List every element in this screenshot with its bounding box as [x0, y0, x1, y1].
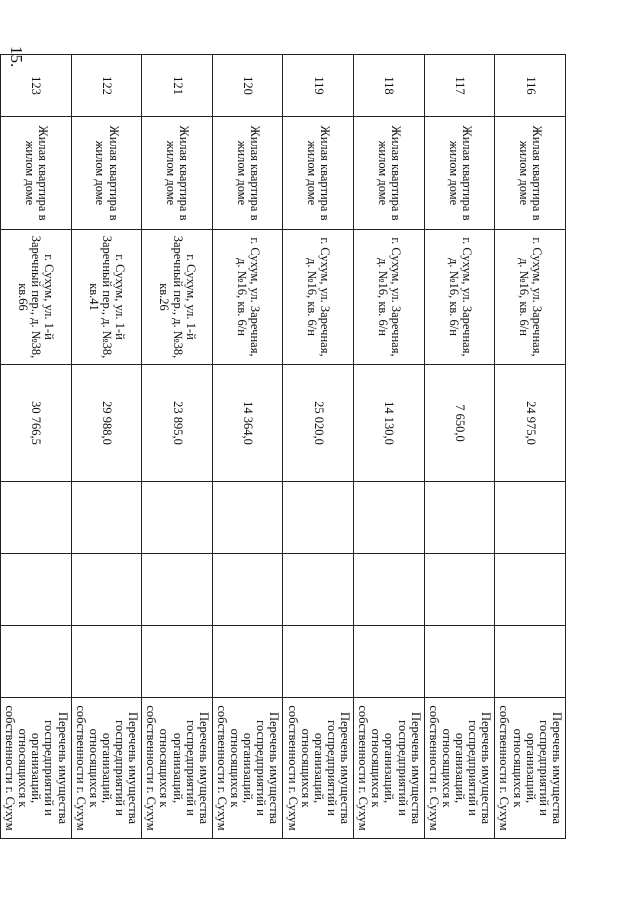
page-number: 15. — [7, 46, 26, 68]
empty-cell — [495, 554, 566, 626]
registry-note: Перечень имущества госпредприятий и организаций, относящихся к собственности г. Сухум — [495, 698, 566, 839]
empty-cell — [71, 626, 142, 698]
property-value: 7 650,0 — [424, 365, 495, 482]
registry-note: Перечень имущества госпредприятий и организаций, относящихся к собственности г. Сухум — [1, 698, 72, 839]
row-number: 122 — [71, 55, 142, 117]
property-address: г. Сухум, ул. Заречная, д. №16, кв. 6/н — [354, 230, 425, 365]
property-address: г. Сухум, ул. 1-й Заречный пер., д. №38, кв.26 — [142, 230, 213, 365]
empty-cell — [424, 554, 495, 626]
empty-cell — [71, 554, 142, 626]
property-address: г. Сухум, ул. Заречная, д. №16, кв. 6/н — [212, 230, 283, 365]
row-number: 121 — [142, 55, 213, 117]
property-value: 25 020,0 — [283, 365, 354, 482]
table-row — [71, 55, 142, 839]
property-address: г. Сухум, ул. Заречная, д. №16, кв. 6/н — [283, 230, 354, 365]
empty-cell — [0, 554, 1, 626]
registry-note: Перечень имущества госпредприятий и организаций, относящихся к собственности г. Сухум — [71, 698, 142, 839]
empty-cell — [0, 482, 1, 554]
property-type: Жилая квартира в жилом доме — [142, 117, 213, 230]
empty-cell — [424, 482, 495, 554]
empty-cell — [354, 554, 425, 626]
empty-cell — [424, 626, 495, 698]
property-value: 29 988,0 — [71, 365, 142, 482]
row-number — [0, 55, 1, 117]
property-type: Жилая квартира в жилом доме — [495, 117, 566, 230]
empty-cell — [1, 554, 72, 626]
property-type: Жилая квартира в жилом доме — [354, 117, 425, 230]
table-row — [0, 55, 1, 839]
registry-note: Перечень имущества госпредприятий и организаций, относящихся к собственности г. Сухум — [142, 698, 213, 839]
empty-cell — [1, 482, 72, 554]
property-value — [0, 365, 1, 482]
property-value: 23 895,0 — [142, 365, 213, 482]
registry-note: Перечень имущества госпредприятий и организаций, относящихся к собственности г. Сухум — [354, 698, 425, 839]
property-address: г. Сухум, ул. Заречная, д. №16, кв. 6/н — [424, 230, 495, 365]
row-number: 117 — [424, 55, 495, 117]
table-row — [212, 55, 283, 839]
property-address: г. Сухум, ул. Заречная, д. №16, кв. 6/н — [495, 230, 566, 365]
property-value: 24 975,0 — [495, 365, 566, 482]
empty-cell — [495, 626, 566, 698]
property-type: Жилая квартира в жилом доме — [424, 117, 495, 230]
empty-cell — [283, 482, 354, 554]
row-number: 123 — [1, 55, 72, 117]
property-address: г. Сухум, ул. 1-й Заречный пер., д. №38, кв.41 — [71, 230, 142, 365]
row-number: 119 — [283, 55, 354, 117]
empty-cell — [71, 482, 142, 554]
empty-cell — [212, 482, 283, 554]
table-row — [354, 55, 425, 839]
empty-cell — [142, 482, 213, 554]
empty-cell — [283, 626, 354, 698]
property-address — [0, 230, 1, 365]
property-value: 14 364,0 — [212, 365, 283, 482]
table-row — [1, 55, 72, 839]
property-type: Жилая квартира в жилом доме — [212, 117, 283, 230]
property-type: Жилая квартира в жилом доме — [71, 117, 142, 230]
empty-cell — [354, 626, 425, 698]
row-number: 118 — [354, 55, 425, 117]
empty-cell — [142, 554, 213, 626]
table-row — [424, 55, 495, 839]
registry-note: Перечень имущества госпредприятий и организаций, относящихся к собственности г. Сухум — [283, 698, 354, 839]
property-type: Жилая квартира в жилом доме — [283, 117, 354, 230]
empty-cell — [1, 626, 72, 698]
empty-cell — [495, 482, 566, 554]
empty-cell — [283, 554, 354, 626]
empty-cell — [212, 626, 283, 698]
registry-note — [0, 698, 1, 839]
property-type — [0, 117, 1, 230]
table-row — [142, 55, 213, 839]
empty-cell — [0, 626, 1, 698]
property-type: Жилая квартира в жилом доме — [1, 117, 72, 230]
empty-cell — [142, 626, 213, 698]
empty-cell — [212, 554, 283, 626]
row-number: 120 — [212, 55, 283, 117]
registry-note: Перечень имущества госпредприятий и организаций, относящихся к собственности г. Сухум — [424, 698, 495, 839]
property-register-table — [0, 54, 566, 839]
row-number: 116 — [495, 55, 566, 117]
registry-note: Перечень имущества госпредприятий и организаций, относящихся к собственности г. Сухум — [212, 698, 283, 839]
property-address: г. Сухум, ул. 1-й Заречный пер., д. №38, кв.66 — [1, 230, 72, 365]
property-value: 14 130,0 — [354, 365, 425, 482]
empty-cell — [354, 482, 425, 554]
table-row — [495, 55, 566, 839]
table-row — [283, 55, 354, 839]
property-value: 30 766,5 — [1, 365, 72, 482]
